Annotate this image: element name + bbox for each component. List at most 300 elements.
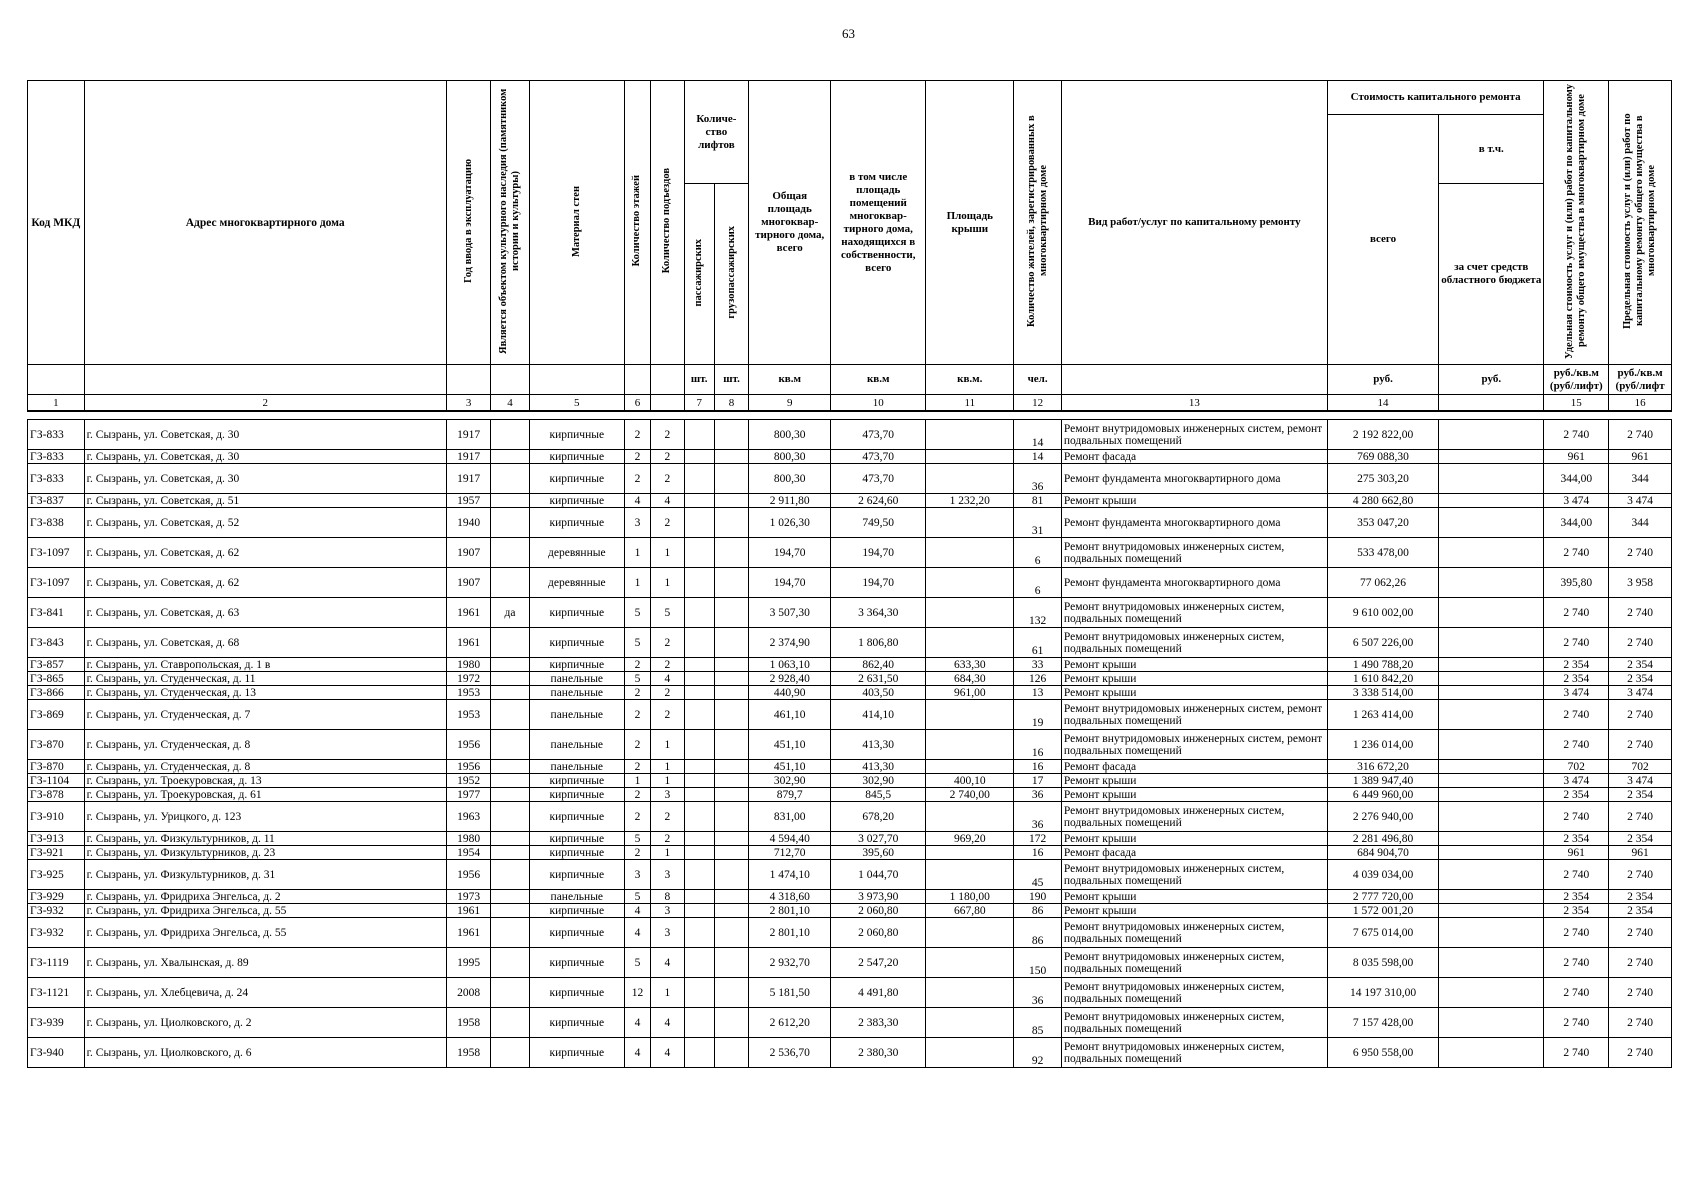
cell-unit: 2 740	[1544, 538, 1609, 568]
cell-address: г. Сызрань, ул. Физкультурников, д. 23	[84, 846, 446, 860]
cell-regional	[1439, 978, 1544, 1008]
cell-roof	[926, 978, 1014, 1008]
cell-max: 702	[1609, 760, 1672, 774]
cell-area: 2 536,70	[749, 1038, 831, 1068]
cell-floors: 4	[624, 918, 650, 948]
cell-floors: 3	[624, 860, 650, 890]
cell-roof	[926, 508, 1014, 538]
cell-work: Ремонт крыши	[1061, 658, 1327, 672]
cell-cost: 77 062,26	[1327, 568, 1438, 598]
cell-address: г. Сызрань, ул. Советская, д. 52	[84, 508, 446, 538]
cell-lc	[714, 464, 748, 494]
cell-floors: 2	[624, 802, 650, 832]
cell-lc	[714, 948, 748, 978]
cell-lp	[684, 918, 714, 948]
cell-floors: 4	[624, 904, 650, 918]
cell-area: 3 507,30	[749, 598, 831, 628]
cell-walls: кирпичные	[529, 598, 624, 628]
cell-area: 879,7	[749, 788, 831, 802]
cell-entrances: 4	[651, 1038, 684, 1068]
table-row	[28, 774, 1672, 788]
cell-owned: 413,30	[831, 760, 926, 774]
cell-heritage	[491, 774, 529, 788]
cell-owned: 2 060,80	[831, 904, 926, 918]
cell-owned: 1 806,80	[831, 628, 926, 658]
table-row	[28, 1038, 1672, 1068]
cell-lp	[684, 538, 714, 568]
cell-lc	[714, 628, 748, 658]
cell-res: 33	[1014, 658, 1062, 672]
cell-floors: 2	[624, 700, 650, 730]
header-address: Адрес многоквартирного дома	[84, 81, 446, 365]
table-row	[28, 508, 1672, 538]
cell-roof	[926, 846, 1014, 860]
cell-walls: кирпичные	[529, 1038, 624, 1068]
cell-area: 451,10	[749, 730, 831, 760]
column-number: 10	[831, 395, 926, 412]
cell-year: 1961	[446, 918, 491, 948]
cell-floors: 12	[624, 978, 650, 1008]
header-entrances: Количество подъездов	[651, 81, 684, 365]
cell-heritage	[491, 760, 529, 774]
cell-roof	[926, 730, 1014, 760]
cell-floors: 2	[624, 658, 650, 672]
cell-owned: 403,50	[831, 686, 926, 700]
cell-regional	[1439, 802, 1544, 832]
cell-max: 2 354	[1609, 658, 1672, 672]
cell-cost: 1 236 014,00	[1327, 730, 1438, 760]
cell-max: 2 354	[1609, 890, 1672, 904]
column-number: 15	[1544, 395, 1609, 412]
cell-lc	[714, 658, 748, 672]
cell-unit: 2 740	[1544, 802, 1609, 832]
cell-regional	[1439, 420, 1544, 450]
cell-code: ГЗ-1121	[28, 978, 85, 1008]
cell-code: ГЗ-1097	[28, 538, 85, 568]
cell-area: 831,00	[749, 802, 831, 832]
cell-year: 1958	[446, 1038, 491, 1068]
cell-max: 3 474	[1609, 774, 1672, 788]
cell-lc	[714, 788, 748, 802]
cell-walls: кирпичные	[529, 774, 624, 788]
table-row	[28, 1008, 1672, 1038]
cell-entrances: 5	[651, 598, 684, 628]
cell-lc	[714, 890, 748, 904]
cell-owned: 194,70	[831, 568, 926, 598]
table-row	[28, 568, 1672, 598]
cell-walls: кирпичные	[529, 918, 624, 948]
cell-walls: кирпичные	[529, 464, 624, 494]
cell-floors: 2	[624, 788, 650, 802]
header-max-cost: Предельная стоимость услуг и (или) работ по капитальному ремонту общего имущества в многоквартирном доме	[1609, 81, 1672, 365]
cell-code: ГЗ-833	[28, 420, 85, 450]
cell-floors: 1	[624, 774, 650, 788]
cell-cost: 2 281 496,80	[1327, 832, 1438, 846]
cell-res: 126	[1014, 672, 1062, 686]
unit-residents: чел.	[1014, 365, 1062, 395]
cell-res: 172	[1014, 832, 1062, 846]
cell-work: Ремонт внутридомовых инженерных систем, подвальных помещений	[1061, 628, 1327, 658]
cell-lp	[684, 628, 714, 658]
cell-max: 2 740	[1609, 860, 1672, 890]
cell-unit: 344,00	[1544, 464, 1609, 494]
column-number: 2	[84, 395, 446, 412]
cell-heritage	[491, 672, 529, 686]
cell-lc	[714, 568, 748, 598]
cell-res: 6	[1014, 568, 1062, 598]
cell-work: Ремонт внутридомовых инженерных систем, ремонт подвальных помещений	[1061, 730, 1327, 760]
cell-heritage	[491, 978, 529, 1008]
cell-work: Ремонт внутридомовых инженерных систем, ремонт подвальных помещений	[1061, 700, 1327, 730]
cell-code: ГЗ-869	[28, 700, 85, 730]
cell-max: 2 740	[1609, 598, 1672, 628]
cell-unit: 2 354	[1544, 788, 1609, 802]
cell-roof	[926, 1038, 1014, 1068]
cell-address: г. Сызрань, ул. Советская, д. 30	[84, 420, 446, 450]
cell-walls: кирпичные	[529, 450, 624, 464]
cell-year: 1956	[446, 860, 491, 890]
cell-heritage: да	[491, 598, 529, 628]
unit-owned-area: кв.м	[831, 365, 926, 395]
cell-address: г. Сызрань, ул. Советская, д. 30	[84, 464, 446, 494]
cell-unit: 2 740	[1544, 598, 1609, 628]
table-row	[28, 494, 1672, 508]
table-row	[28, 890, 1672, 904]
cell-regional	[1439, 628, 1544, 658]
table-row	[28, 802, 1672, 832]
cell-owned: 2 624,60	[831, 494, 926, 508]
header-owned-area: в том числе площадь помещений многоквар-тирного дома, находящихся в собственности, всего	[831, 81, 926, 365]
header-work: Вид работ/услуг по капитальному ремонту	[1061, 81, 1327, 365]
cell-code: ГЗ-841	[28, 598, 85, 628]
cell-walls: панельные	[529, 730, 624, 760]
cell-heritage	[491, 1008, 529, 1038]
cell-res: 86	[1014, 904, 1062, 918]
cell-area: 1 063,10	[749, 658, 831, 672]
cell-floors: 2	[624, 686, 650, 700]
cell-floors: 2	[624, 730, 650, 760]
cell-res: 19	[1014, 700, 1062, 730]
cell-heritage	[491, 538, 529, 568]
cell-address: г. Сызрань, ул. Советская, д. 62	[84, 538, 446, 568]
cell-year: 1952	[446, 774, 491, 788]
cell-heritage	[491, 568, 529, 598]
table-row	[28, 860, 1672, 890]
cell-regional	[1439, 672, 1544, 686]
cell-entrances: 4	[651, 494, 684, 508]
cell-roof: 684,30	[926, 672, 1014, 686]
cell-max: 2 740	[1609, 978, 1672, 1008]
cell-regional	[1439, 538, 1544, 568]
header-code: Код МКД	[28, 81, 85, 365]
cell-area: 4 318,60	[749, 890, 831, 904]
cell-year: 1907	[446, 568, 491, 598]
cell-lc	[714, 508, 748, 538]
cell-cost: 533 478,00	[1327, 538, 1438, 568]
cell-res: 16	[1014, 846, 1062, 860]
cell-res: 14	[1014, 420, 1062, 450]
cell-address: г. Сызрань, ул. Физкультурников, д. 31	[84, 860, 446, 890]
cell-lc	[714, 538, 748, 568]
cell-work: Ремонт внутридомовых инженерных систем, подвальных помещений	[1061, 918, 1327, 948]
cell-max: 3 474	[1609, 494, 1672, 508]
cell-lc	[714, 686, 748, 700]
page-number: 63	[842, 26, 855, 41]
cell-year: 1917	[446, 450, 491, 464]
cell-roof	[926, 598, 1014, 628]
cell-code: ГЗ-878	[28, 788, 85, 802]
cell-regional	[1439, 700, 1544, 730]
cell-floors: 5	[624, 672, 650, 686]
cell-max: 344	[1609, 508, 1672, 538]
cell-entrances: 1	[651, 730, 684, 760]
cell-cost: 2 192 822,00	[1327, 420, 1438, 450]
cell-owned: 302,90	[831, 774, 926, 788]
cell-area: 2 928,40	[749, 672, 831, 686]
table-row	[28, 948, 1672, 978]
cell-unit: 3 474	[1544, 686, 1609, 700]
cell-owned: 3 027,70	[831, 832, 926, 846]
cell-floors: 5	[624, 948, 650, 978]
cell-entrances: 4	[651, 1008, 684, 1038]
cell-res: 14	[1014, 450, 1062, 464]
cell-cost: 1 263 414,00	[1327, 700, 1438, 730]
cell-entrances: 1	[651, 538, 684, 568]
cell-cost: 3 338 514,00	[1327, 686, 1438, 700]
cell-lp	[684, 860, 714, 890]
unit-lifts-pass: шт.	[684, 365, 714, 395]
cell-regional	[1439, 494, 1544, 508]
unit-cost-total: руб.	[1327, 365, 1438, 395]
cell-res: 36	[1014, 464, 1062, 494]
cell-heritage	[491, 948, 529, 978]
cell-walls: кирпичные	[529, 860, 624, 890]
cell-area: 800,30	[749, 420, 831, 450]
cell-work: Ремонт крыши	[1061, 788, 1327, 802]
column-number	[1439, 395, 1544, 412]
cell-entrances: 3	[651, 860, 684, 890]
cell-heritage	[491, 464, 529, 494]
cell-entrances: 2	[651, 464, 684, 494]
cell-res: 17	[1014, 774, 1062, 788]
cell-entrances: 3	[651, 788, 684, 802]
cell-roof	[926, 1008, 1014, 1038]
cell-owned: 473,70	[831, 420, 926, 450]
cell-res: 61	[1014, 628, 1062, 658]
column-number: 6	[624, 395, 650, 412]
cell-max: 344	[1609, 464, 1672, 494]
cell-work: Ремонт внутридомовых инженерных систем, подвальных помещений	[1061, 538, 1327, 568]
cell-roof	[926, 538, 1014, 568]
cell-heritage	[491, 420, 529, 450]
cell-address: г. Сызрань, ул. Советская, д. 30	[84, 450, 446, 464]
cell-cost: 7 675 014,00	[1327, 918, 1438, 948]
cell-unit: 2 740	[1544, 1008, 1609, 1038]
cell-code: ГЗ-833	[28, 464, 85, 494]
cell-address: г. Сызрань, ул. Студенческая, д. 11	[84, 672, 446, 686]
header-cost-regional: за счет средств областного бюджета	[1439, 184, 1544, 365]
cell-year: 1980	[446, 832, 491, 846]
header-residents: Количество жителей, зарегистрированных в многоквартирном доме	[1014, 81, 1062, 365]
header-lifts-cargo: грузопассажирских	[714, 184, 748, 365]
cell-year: 1956	[446, 730, 491, 760]
cell-code: ГЗ-910	[28, 802, 85, 832]
table-row	[28, 672, 1672, 686]
cell-floors: 5	[624, 832, 650, 846]
cell-lc	[714, 832, 748, 846]
cell-entrances: 2	[651, 628, 684, 658]
cell-walls: кирпичные	[529, 846, 624, 860]
cell-cost: 1 572 001,20	[1327, 904, 1438, 918]
cell-work: Ремонт фундамента многоквартирного дома	[1061, 568, 1327, 598]
cell-lp	[684, 890, 714, 904]
cell-lp	[684, 730, 714, 760]
cell-unit: 2 740	[1544, 730, 1609, 760]
cell-max: 2 740	[1609, 802, 1672, 832]
cell-floors: 2	[624, 450, 650, 464]
cell-max: 2 354	[1609, 788, 1672, 802]
cell-max: 2 740	[1609, 918, 1672, 948]
cell-owned: 2 380,30	[831, 1038, 926, 1068]
cell-roof	[926, 700, 1014, 730]
cell-area: 2 932,70	[749, 948, 831, 978]
cell-entrances: 3	[651, 918, 684, 948]
cell-walls: кирпичные	[529, 494, 624, 508]
column-number: 3	[446, 395, 491, 412]
cell-unit: 2 354	[1544, 904, 1609, 918]
cell-heritage	[491, 494, 529, 508]
cell-cost: 4 039 034,00	[1327, 860, 1438, 890]
cell-address: г. Сызрань, ул. Фридриха Энгельса, д. 55	[84, 918, 446, 948]
cell-floors: 3	[624, 508, 650, 538]
table-header	[28, 81, 1672, 412]
cell-unit: 2 354	[1544, 890, 1609, 904]
header-year: Год ввода в эксплуатацию	[446, 81, 491, 365]
cell-lp	[684, 598, 714, 628]
cell-code: ГЗ-929	[28, 890, 85, 904]
cell-work: Ремонт внутридомовых инженерных систем, подвальных помещений	[1061, 860, 1327, 890]
cell-roof	[926, 450, 1014, 464]
table-row	[28, 420, 1672, 450]
cell-regional	[1439, 788, 1544, 802]
cell-regional	[1439, 686, 1544, 700]
cell-area: 2 612,20	[749, 1008, 831, 1038]
cell-owned: 414,10	[831, 700, 926, 730]
cell-heritage	[491, 788, 529, 802]
cell-code: ГЗ-1097	[28, 568, 85, 598]
cell-work: Ремонт крыши	[1061, 686, 1327, 700]
cell-lc	[714, 1008, 748, 1038]
cell-lc	[714, 904, 748, 918]
cell-cost: 1 610 842,20	[1327, 672, 1438, 686]
column-number: 13	[1061, 395, 1327, 412]
cell-lp	[684, 700, 714, 730]
cell-entrances: 2	[651, 420, 684, 450]
cell-lc	[714, 860, 748, 890]
cell-entrances: 8	[651, 890, 684, 904]
cell-lp	[684, 508, 714, 538]
cell-cost: 316 672,20	[1327, 760, 1438, 774]
cell-year: 1961	[446, 628, 491, 658]
cell-area: 461,10	[749, 700, 831, 730]
cell-year: 1977	[446, 788, 491, 802]
cell-walls: панельные	[529, 700, 624, 730]
cell-roof	[926, 760, 1014, 774]
cell-lc	[714, 672, 748, 686]
cell-walls: кирпичные	[529, 508, 624, 538]
cell-regional	[1439, 508, 1544, 538]
cell-code: ГЗ-870	[28, 730, 85, 760]
cell-code: ГЗ-940	[28, 1038, 85, 1068]
cell-res: 85	[1014, 1008, 1062, 1038]
cell-lp	[684, 904, 714, 918]
cell-roof	[926, 420, 1014, 450]
cell-unit: 2 740	[1544, 628, 1609, 658]
cell-roof: 1 180,00	[926, 890, 1014, 904]
cell-code: ГЗ-857	[28, 658, 85, 672]
cell-cost: 6 449 960,00	[1327, 788, 1438, 802]
cell-owned: 2 631,50	[831, 672, 926, 686]
cell-floors: 5	[624, 598, 650, 628]
cell-walls: деревянные	[529, 538, 624, 568]
cell-regional	[1439, 890, 1544, 904]
cell-unit: 2 354	[1544, 658, 1609, 672]
cell-lp	[684, 802, 714, 832]
cell-address: г. Сызрань, ул. Хвалынская, д. 89	[84, 948, 446, 978]
cell-max: 961	[1609, 450, 1672, 464]
cell-work: Ремонт внутридомовых инженерных систем, подвальных помещений	[1061, 978, 1327, 1008]
cell-lp	[684, 494, 714, 508]
cell-max: 3 474	[1609, 686, 1672, 700]
header-floors: Количество этажей	[624, 81, 650, 365]
cell-unit: 2 354	[1544, 832, 1609, 846]
cell-roof	[926, 948, 1014, 978]
cell-res: 6	[1014, 538, 1062, 568]
cell-lp	[684, 450, 714, 464]
cell-regional	[1439, 568, 1544, 598]
cell-lc	[714, 978, 748, 1008]
cell-lp	[684, 464, 714, 494]
cell-max: 961	[1609, 846, 1672, 860]
cell-floors: 2	[624, 846, 650, 860]
cell-address: г. Сызрань, ул. Советская, д. 68	[84, 628, 446, 658]
cell-area: 451,10	[749, 760, 831, 774]
cell-work: Ремонт крыши	[1061, 832, 1327, 846]
cell-res: 16	[1014, 760, 1062, 774]
cell-owned: 395,60	[831, 846, 926, 860]
cell-code: ГЗ-932	[28, 904, 85, 918]
cell-address: г. Сызрань, ул. Советская, д. 51	[84, 494, 446, 508]
cell-work: Ремонт фасада	[1061, 760, 1327, 774]
cell-heritage	[491, 730, 529, 760]
cell-year: 1961	[446, 598, 491, 628]
header-roof-area: Площадь крыши	[926, 81, 1014, 365]
cell-address: г. Сызрань, ул. Советская, д. 63	[84, 598, 446, 628]
cell-lc	[714, 598, 748, 628]
cell-year: 1956	[446, 760, 491, 774]
header-cost-incl: в т.ч.	[1439, 115, 1544, 184]
cell-entrances: 2	[651, 450, 684, 464]
cell-unit: 3 474	[1544, 774, 1609, 788]
cell-year: 1957	[446, 494, 491, 508]
cell-lp	[684, 568, 714, 598]
column-number	[651, 395, 684, 412]
column-number: 12	[1014, 395, 1062, 412]
cell-roof: 400,10	[926, 774, 1014, 788]
cell-address: г. Сызрань, ул. Троекуровская, д. 61	[84, 788, 446, 802]
cell-entrances: 1	[651, 978, 684, 1008]
cell-entrances: 1	[651, 568, 684, 598]
